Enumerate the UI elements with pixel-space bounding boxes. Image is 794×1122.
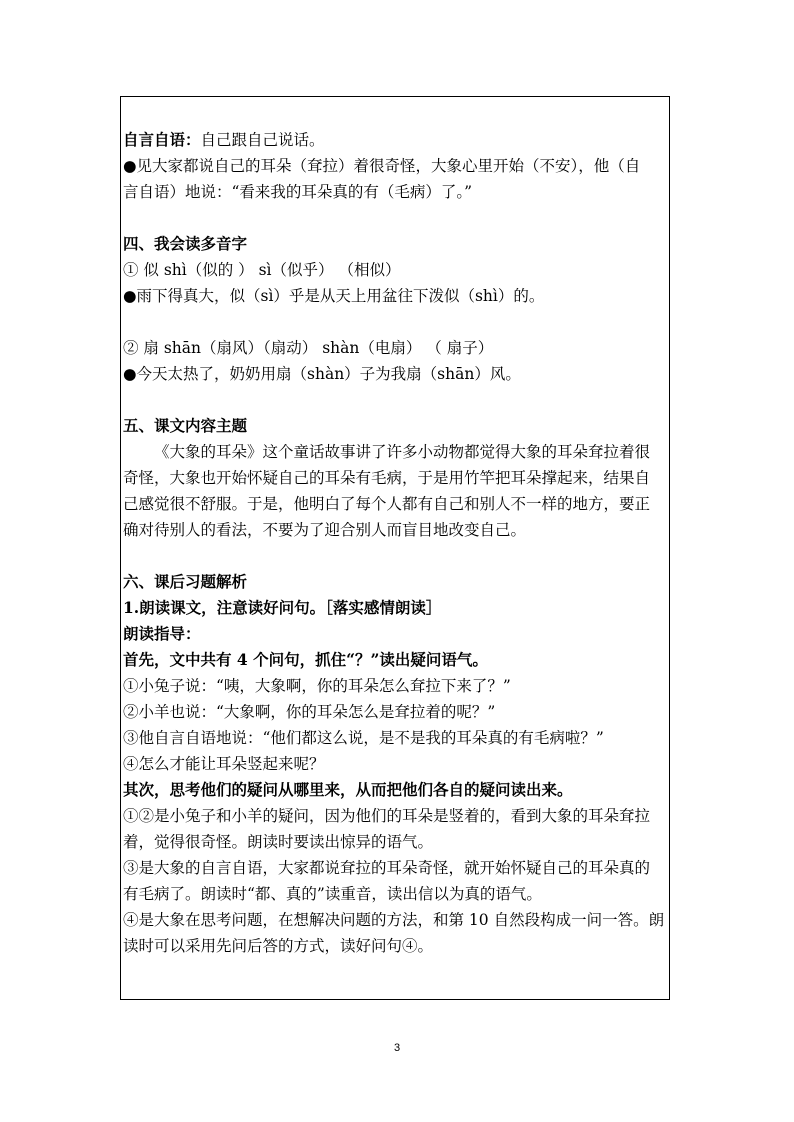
vocab-meaning: 自己跟自己说话。: [200, 131, 325, 149]
exercise-question: 1.朗读课文，注意读好问句。［落实感情朗读］: [123, 598, 442, 617]
guide-second-point: 其次，思考他们的疑问从哪里来，从而把他们各自的疑问读出来。: [123, 780, 573, 799]
theme-paragraph-line: 奇怪，大象也开始怀疑自己的耳朵有毛病，于是用竹竿把耳朵撑起来，结果自: [123, 469, 651, 487]
polyphone-example: ●今天太热了，奶奶用扇（shàn）子为我扇（shān）风。: [123, 365, 521, 383]
polyphone-item: ② 扇 shān（扇风）（扇动） shàn（电扇） （ 扇子）: [123, 339, 494, 357]
question-sentence: ②小羊也说：“大象啊，你的耳朵怎么是耷拉着的呢？”: [123, 703, 496, 721]
reading-guide-title: 朗读指导：: [123, 624, 201, 643]
question-sentence: ①小兔子说：“咦，大象啊，你的耳朵怎么耷拉下来了？”: [123, 677, 511, 695]
theme-paragraph-line: 己感觉很不舒服。于是，他明白了每个人都有自己和别人不一样的地方，要正: [123, 495, 651, 513]
page-number: 3: [393, 1042, 401, 1054]
theme-paragraph-line: 确对待别人的看法，不要为了迎合别人而盲目地改变自己。: [123, 521, 527, 539]
vocab-example-line: 言自语）地说：“看来我的耳朵真的有（毛病）了。”: [123, 183, 473, 201]
content-body: [123, 127, 669, 959]
polyphone-heading: 四、我会读多音字: [123, 234, 248, 253]
theme-paragraph-line: 《大象的耳朵》这个童话故事讲了许多小动物都觉得大象的耳朵耷拉着很: [154, 443, 651, 461]
vocab-definition: [123, 127, 669, 153]
exercises-heading: 六、课后习题解析: [123, 572, 248, 591]
explanation-line: ①②是小兔子和小羊的疑问，因为他们的耳朵是竖着的，看到大象的耳朵耷拉: [123, 807, 651, 825]
polyphone-example: ●雨下得真大，似（sì）乎是从天上用盆往下泼似（shì）的。: [123, 287, 545, 305]
question-sentence: ③他自言自语地说：“他们都这么说，是不是我的耳朵真的有毛病啦？”: [123, 729, 604, 747]
vocab-term: 自言自语：: [123, 130, 201, 149]
explanation-line: ④是大象在思考问题，在想解决问题的方法，和第 10 自然段构成一问一答。朗: [123, 911, 665, 929]
guide-first-point: 首先，文中共有 4 个问句，抓住“？”读出疑问语气。: [123, 650, 488, 669]
explanation-line: 有毛病了。朗读时“都、真的”读重音，读出信以为真的语气。: [123, 885, 542, 903]
content-box: [120, 96, 670, 1000]
question-sentence: ④怎么才能让耳朵竖起来呢？: [123, 755, 325, 773]
explanation-line: 着，觉得很奇怪。朗读时要读出惊异的语气。: [123, 833, 434, 851]
explanation-line: ③是大象的自言自语，大家都说耷拉的耳朵奇怪，就开始怀疑自己的耳朵真的: [123, 859, 651, 877]
theme-heading: 五、课文内容主题: [123, 416, 248, 435]
vocab-example-line: ●见大家都说自己的耳朵（耷拉）着很奇怪，大象心里开始（不安），他（自: [123, 157, 641, 175]
explanation-line: 读时可以采用先问后答的方式，读好问句④。: [123, 937, 434, 955]
polyphone-item: ① 似 shì（似的 ） sì（似乎） （相似）: [123, 261, 401, 279]
